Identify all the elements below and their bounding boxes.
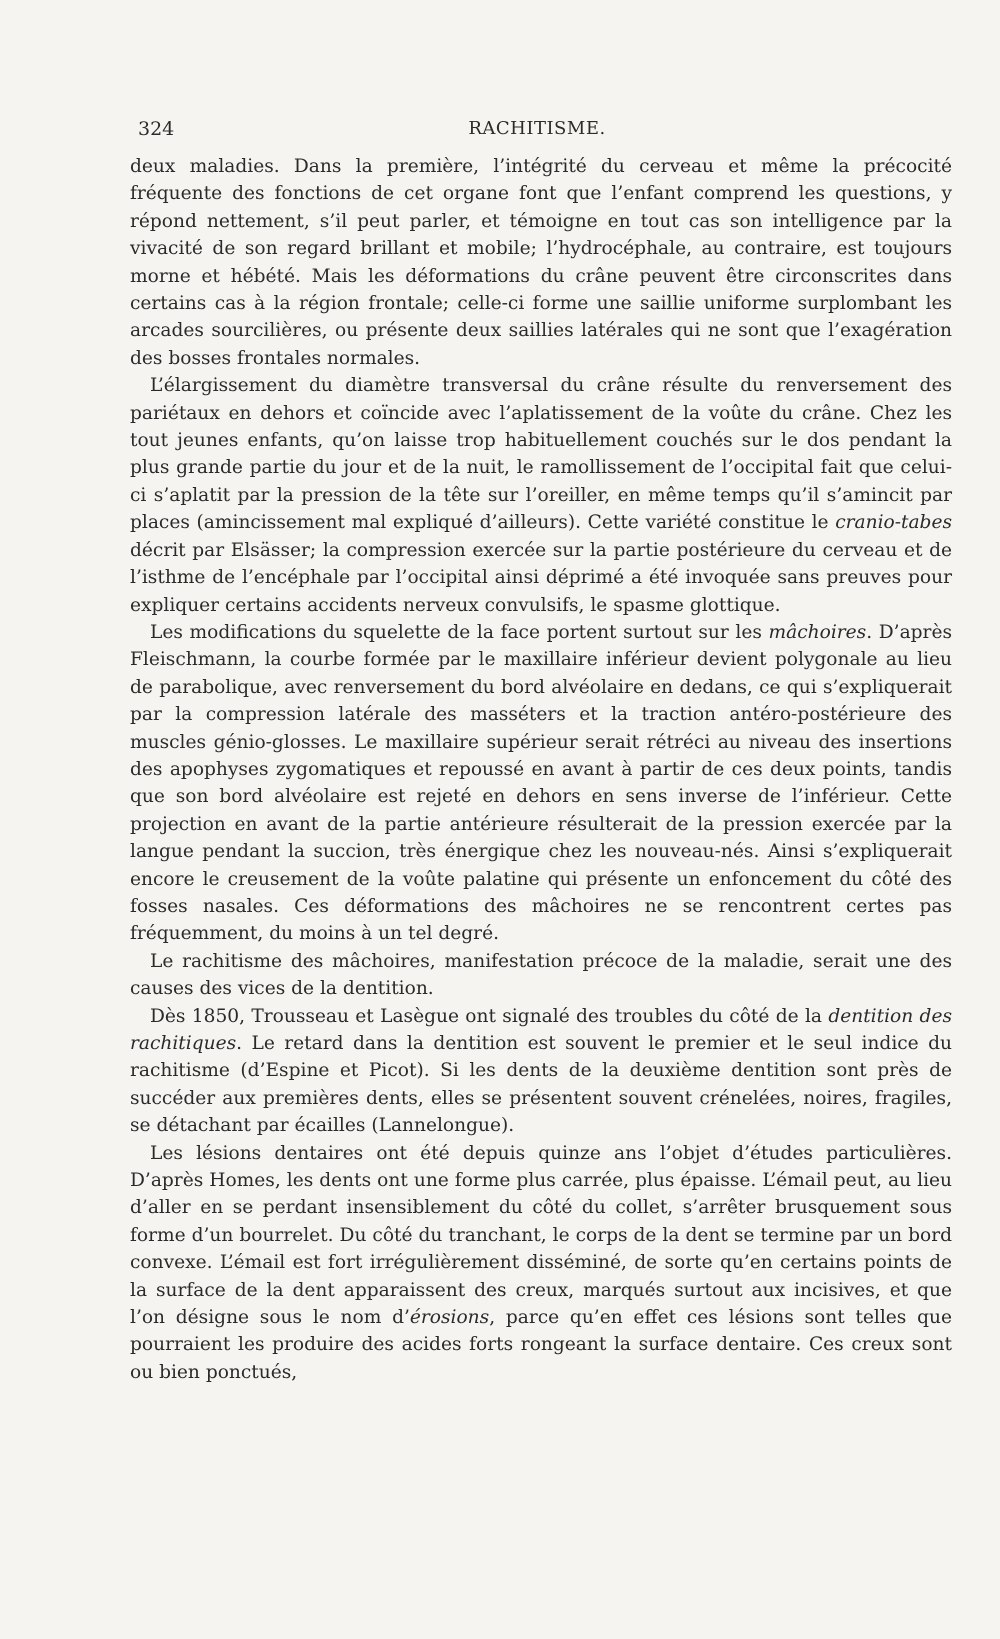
- page-number: 324: [138, 118, 175, 140]
- text-segment: , parce qu’en effet ces lésions sont telles que pourraient les produire des acides forts rongeant la surface dentaire. Ces creux sont ou bien ponctués,: [130, 1307, 952, 1383]
- body-text: [130, 153, 952, 1386]
- italic-term: dentition des rachitiques: [130, 1005, 953, 1054]
- text-segment: L’élargissement du diamètre transversal du crâne résulte du renversement des pariétaux en dehors et coïncide avec l’aplatissement de la voûte du crâne. Chez les tout jeunes enfants, qu’on laisse trop habituellement couchés sur le dos pendant la plus grande partie du jour et de la nuit, le ramollissement de l’occipital fait que celui-ci s’aplatit par la pression de la tête sur l’oreiller, en même temps qu’il s’amincit par places (amincissement mal expliqué d’ailleurs). Cette variété constitue le: [130, 375, 952, 534]
- text-segment: Dès 1850, Trousseau et Lasègue ont signalé des troubles du côté de la: [150, 1005, 829, 1027]
- italic-term: mâchoires: [768, 621, 867, 643]
- text-segment: Les lésions dentaires ont été depuis quinze ans l’objet d’études particulières. D’après Homes, les dents ont une forme plus carrée, plus épaisse. L’émail peut, au lieu d’aller en se perdant insensiblement du côté du collet, s’arrêter brusquement sous forme d’un bourrelet. Du côté du tranchant, le corps de la dent se termine par un bord convexe. L’émail est fort irrégulièrement disséminé, de sorte qu’en certains points de la surface de la dent apparaissent des creux, marqués surtout aux incisives, et que l’on désigne sous le nom d’: [130, 1142, 952, 1329]
- paragraph: [130, 619, 952, 948]
- running-title: RACHITISME.: [468, 118, 606, 139]
- running-head: [138, 118, 936, 148]
- text-segment: Le rachitisme des mâchoires, manifestation précoce de la maladie, serait une des causes des vices de la dentition.: [130, 950, 952, 1000]
- text-segment: Les modifications du squelette de la face portent surtout sur les: [150, 621, 769, 643]
- text-segment: deux maladies. Dans la première, l’intégrité du cerveau et même la précocité fréquente des fonctions de cet organe font que l’enfant comprend les questions, y répond nettement, s’il peut parler, et témoigne en tout cas son intelligence par la vivacité de son regard brillant et mobile; l’hydrocéphale, au contraire, est toujours morne et hébété. Mais les déformations du crâne peuvent être circonscrites dans certains cas à la région frontale; celle-ci forme une saillie uniforme surplombant les arcades sourcilières, ou présente deux saillies latérales qui ne sont que l’exagération des bosses frontales normales.: [130, 156, 952, 369]
- text-segment: . Le retard dans la dentition est souvent le premier et le seul indice du rachitisme (d’Espine et Picot). Si les dents de la deuxième dentition sont près de succéder aux premières dents, elles se présentent souvent crénelées, noires, fragiles, se détachant par écailles (Lannelongue).: [130, 1033, 952, 1137]
- paragraph: [130, 372, 952, 619]
- text-segment: . D’après Fleischmann, la courbe formée par le maxillaire inférieur devient polygonale au lieu de parabolique, avec renversement du bord alvéolaire en dedans, ce qui s’expliquerait par la compression latérale des masséters et la traction antéro-postérieure des muscles génio-glosses. Le maxillaire supérieur serait rétréci au niveau des insertions des apophyses zygomatiques et repoussé en avant à partir de ces deux points, tandis que son bord alvéolaire est rejeté en dehors en sens inverse de l’inférieur. Cette projection en avant de la partie antérieure résulterait de la pression exercée par la langue pendant la succion, très énergique chez les nouveau-nés. Ainsi s’expliquerait encore le creusement de la voûte palatine qui présente un enfoncement du côté des fosses nasales. Ces déformations des mâchoires ne se rencontrent certes pas fréquemment, du moins à un tel degré.: [130, 621, 952, 945]
- paragraph: [130, 948, 952, 1003]
- italic-term: cranio-tabes: [835, 512, 952, 534]
- paragraph: [130, 1003, 952, 1140]
- text-segment: décrit par Elsässer; la compression exercée sur la partie postérieure du cerveau et de l’isthme de l’encéphale par l’occipital ainsi déprimé a été invoquée sans preuves pour expliquer certains accidents nerveux convulsifs, le spasme glottique.: [130, 539, 952, 616]
- paragraph: [130, 153, 952, 372]
- italic-term: érosions: [409, 1307, 490, 1329]
- paragraph: [130, 1140, 952, 1387]
